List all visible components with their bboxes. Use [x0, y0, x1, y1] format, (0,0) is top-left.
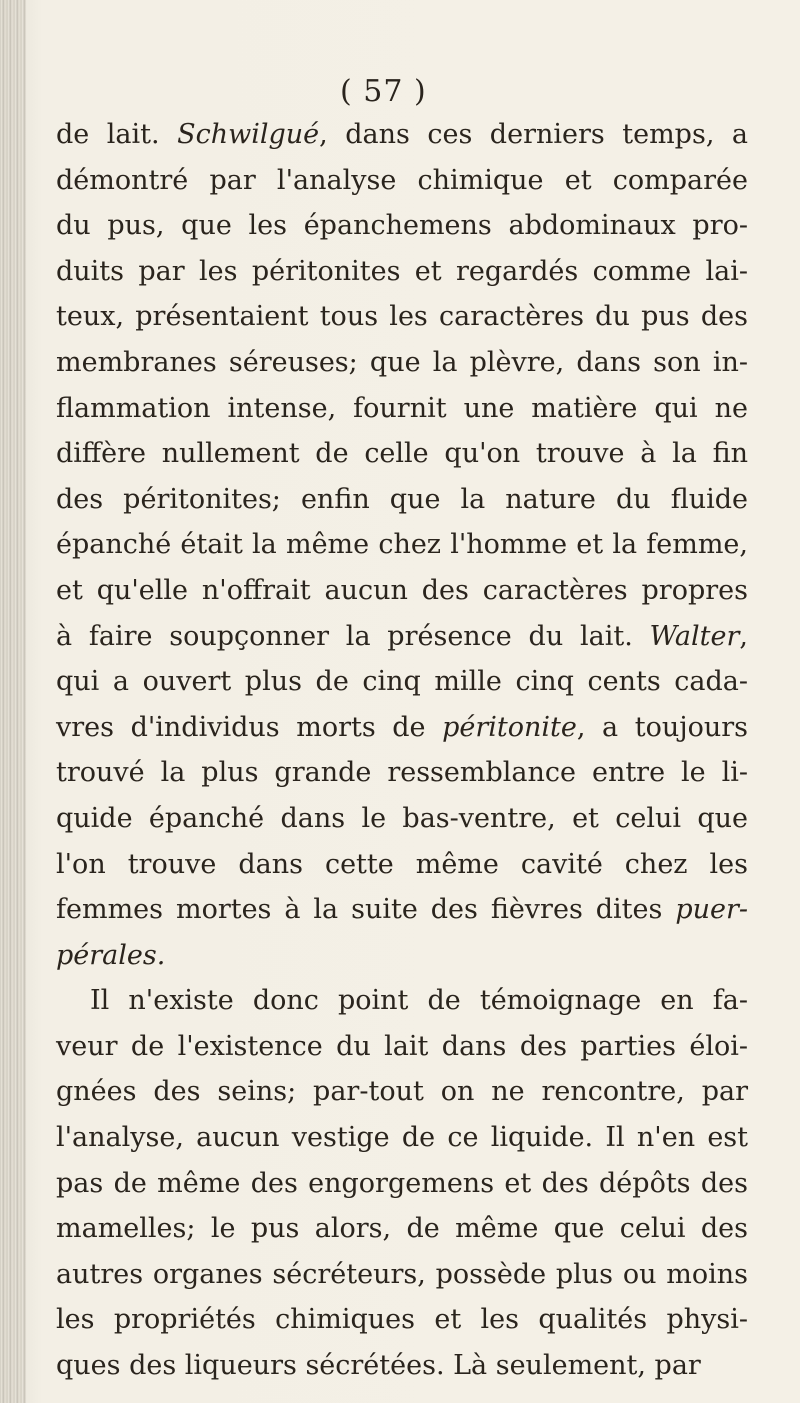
text-line [56, 705, 748, 751]
text-line [56, 112, 748, 158]
text-segment: trouvé la plus grande ressemblance entre le li- [56, 757, 748, 789]
text-line [56, 1161, 748, 1207]
text-segment: diffère nullement de celle qu'on trouve à la fin [56, 438, 748, 470]
text-line [56, 431, 748, 477]
text-segment: mamelles; le pus alors, de même que celui des [56, 1213, 748, 1245]
text-line [56, 477, 748, 523]
text-line [56, 1252, 748, 1298]
text-segment: teux, présentaient tous les caractères du pus des [56, 301, 748, 333]
text-segment: femmes mortes à la suite des fièvres dites [56, 894, 676, 926]
text-line [56, 887, 748, 933]
text-line [56, 568, 748, 614]
text-segment: gnées des seins; par-tout on ne rencontre, par [56, 1076, 748, 1108]
text-line [56, 933, 748, 979]
italic-text: péritonite [442, 711, 577, 743]
text-line [56, 614, 748, 660]
text-segment: membranes séreuses; que la plèvre, dans son in- [56, 346, 748, 378]
text-segment: démontré par l'analyse chimique et comparée [56, 164, 748, 196]
text-segment: l'on trouve dans cette même cavité chez les [56, 848, 748, 880]
text-segment: veur de l'existence du lait dans des parties éloi- [56, 1030, 748, 1062]
text-line [56, 386, 748, 432]
text-line [56, 340, 748, 386]
text-segment: du pus, que les épanchemens abdominaux pro- [56, 210, 748, 242]
text-segment: ques des liqueurs sécrétées. Là seulement, par [56, 1350, 701, 1382]
text-line [56, 1115, 748, 1161]
text-segment: duits par les péritonites et regardés comme lai- [56, 255, 748, 287]
text-line [56, 750, 748, 796]
text-segment: épanché était la même chez l'homme et la femme, [56, 529, 748, 561]
text-line [56, 249, 748, 295]
text-line [56, 158, 748, 204]
text-segment: des péritonites; enfin que la nature du fluide [56, 483, 748, 515]
body-text [56, 112, 748, 1389]
text-segment: flammation intense, fournit une matière qui ne [56, 392, 748, 424]
italic-text: Walter [649, 620, 740, 652]
text-segment: pas de même des engorgemens et des dépôts des [56, 1167, 748, 1199]
text-segment: , dans ces derniers temps, a [319, 119, 748, 150]
text-segment: quide épanché dans le bas-ventre, et celui que [56, 802, 748, 834]
page-binding-edge [0, 0, 26, 1403]
text-segment: qui a ouvert plus de cinq mille cinq cents cada- [56, 666, 748, 698]
text-line [56, 1297, 748, 1343]
text-line [56, 978, 748, 1024]
text-segment: , [739, 620, 748, 652]
text-segment: Il n'existe donc point de témoignage en fa- [90, 985, 748, 1017]
text-line [56, 522, 748, 568]
page-number: ( 57 ) [340, 74, 427, 109]
text-segment: vres d'individus morts de [56, 711, 443, 743]
italic-text: pérales. [56, 939, 166, 971]
text-segment: autres organes sécréteurs, possède plus ou moins [56, 1258, 748, 1290]
text-line [56, 1024, 748, 1070]
text-line [56, 796, 748, 842]
text-segment: de lait. [56, 119, 178, 150]
text-line [56, 842, 748, 888]
italic-text: puer- [675, 894, 748, 926]
text-line [56, 1343, 748, 1389]
text-line [56, 1206, 748, 1252]
text-line [56, 1069, 748, 1115]
text-segment: , a toujours [576, 711, 749, 743]
text-line [56, 294, 748, 340]
text-segment: et qu'elle n'offrait aucun des caractères propres [56, 574, 748, 606]
italic-text: Schwilgué [177, 119, 320, 150]
text-line [56, 203, 748, 249]
text-segment: à faire soupçonner la présence du lait. [56, 620, 650, 652]
text-segment: l'analyse, aucun vestige de ce liquide. Il n'en est [56, 1122, 748, 1154]
text-line [56, 659, 748, 705]
text-segment: les propriétés chimiques et les qualités physi- [56, 1304, 748, 1336]
